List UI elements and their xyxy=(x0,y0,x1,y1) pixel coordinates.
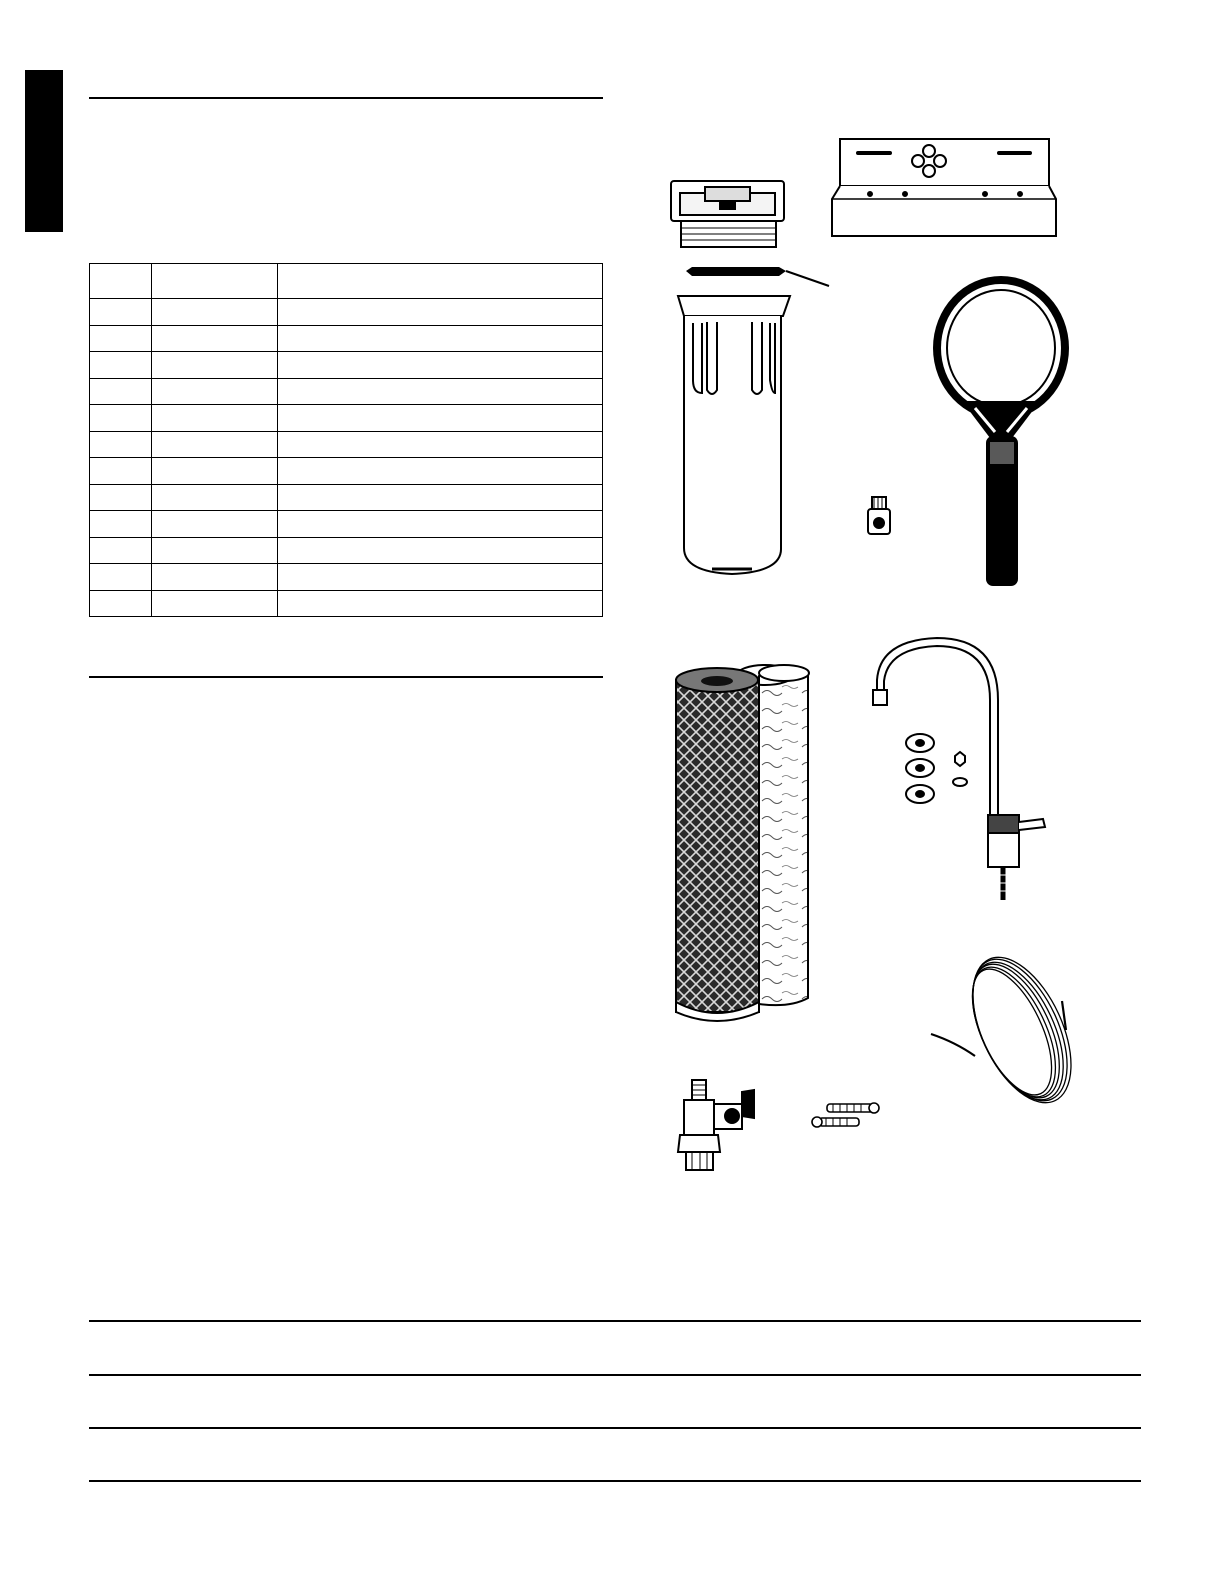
washers-illustration xyxy=(906,734,967,803)
mounting-bracket-illustration xyxy=(832,139,1056,236)
housing-wrench-illustration xyxy=(933,276,1069,586)
filter-housing-cap-illustration xyxy=(671,181,784,247)
sediment-cartridge-illustration xyxy=(759,665,809,1005)
footer-rule-1 xyxy=(89,1320,1141,1322)
footer-rule-4 xyxy=(89,1480,1141,1482)
faucet-illustration xyxy=(873,638,1045,900)
tubing-coil-illustration xyxy=(931,942,1091,1117)
footer-rule-3 xyxy=(89,1427,1141,1429)
footer-rule-2 xyxy=(89,1374,1141,1376)
feed-water-valve-illustration xyxy=(678,1080,754,1170)
o-ring-illustration xyxy=(686,267,829,286)
screws-illustration xyxy=(812,1103,879,1127)
filter-housing-sump-illustration xyxy=(678,296,790,574)
push-fitting-illustration xyxy=(868,497,890,534)
